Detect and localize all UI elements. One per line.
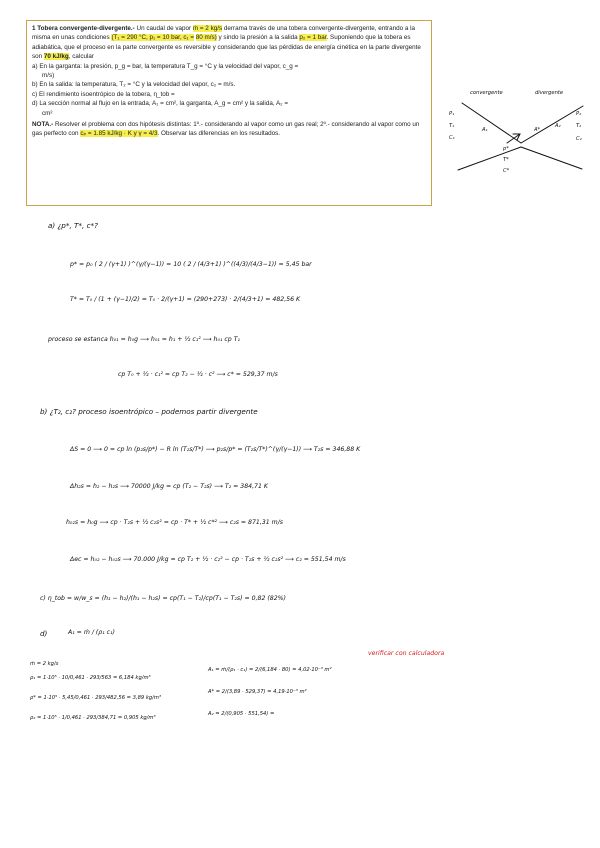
label-tstar: T* xyxy=(503,157,509,163)
nozzle-wall-lower-left xyxy=(458,147,521,170)
note-text-b: . Observar las diferencias en los resultados. xyxy=(157,130,281,138)
rho1-equation: ρ₁ = 1·10⁵ · 10/0,461 · 293/563 = 6,184 kg/m³ xyxy=(30,675,151,681)
area-formula: A₁ = ṁ / (ρ₁ c₁) xyxy=(68,629,115,636)
item-a-cont: m/s) xyxy=(42,72,55,80)
astar-equation: A* = 2/(3,89 · 529,37) = 4,19·10⁻³ m² xyxy=(208,689,307,695)
process-text: proceso se estanca h₀₁ = h₀g ⟶ h₀₁ = h₁ + ½ c₁² ⟶ h₀₁ cp T₁ xyxy=(48,336,240,343)
label-t1: T₁ xyxy=(449,123,455,129)
intro-text-b: derrama través de una tobera convergente-divergente, entrando a la misma en unas condiciones xyxy=(32,25,416,42)
a2-equation: A₂ = 2/(0,905 · 551,54) = xyxy=(208,711,275,717)
item-a-text: a) En la garganta: la presión, p_g = bar, la temperatura T_g = °C y la velocidad del vapor, c_g = xyxy=(32,62,299,70)
mass-flow-value: ṁ = 2 kg/s xyxy=(192,25,223,32)
outlet-pressure-value: p₂ = 1 bar xyxy=(299,34,327,42)
label-c1: C₁ xyxy=(449,135,455,141)
label-a2: A₂ xyxy=(555,123,561,129)
part-d-label: d) xyxy=(40,629,48,638)
enthalpy-loss-equation: Δh₂s = h₂ − h₂s ⟶ 70000 J/kg = cp (T₂ − T₂s) ⟶ T₂ = 384,71 K xyxy=(70,483,268,490)
label-p1: P₁ xyxy=(449,111,455,117)
rho2-equation: ρ₂ = 1·10⁵ · 1/0,461 · 293/384,71 = 0,905 kg/m³ xyxy=(30,715,156,721)
tstar-equation: T* = T₀ / (1 + (γ−1)/2) = T₀ · 2/(γ+1) = (290+273) · 2/(4/3+1) = 482,56 K xyxy=(70,296,301,303)
note-values: cₚ = 1.85 kJ/kg · K y γ = 4/3 xyxy=(80,130,158,138)
kinetic-energy-equation: Δec = h₀₂ − h₀₂s ⟶ 70.000 J/kg = cp T₂ + ½ · c₂² − cp · T₂s + ½ c₂s² ⟶ c₂ = 551,54 m/s xyxy=(70,556,346,563)
label-a1: A₁ xyxy=(482,127,488,133)
nozzle-wall-lower-right xyxy=(521,147,582,169)
intro-text-a: Un caudal de vapor xyxy=(136,25,192,32)
intro-text-c: y sindo la presión a la salida xyxy=(218,34,298,42)
item-b: b) En la salida: la temperatura, T₂ = °C y la velocidad del vapor, c₂ = m/s. xyxy=(32,81,236,89)
item-d-cont: cm² xyxy=(42,109,53,117)
part-c-equation: c) η_tob = w/w_s = (h₁ − h₂)/(h₁ − h₂s) = cp(T₁ − T₂)/cp(T₁ − T₂s) = 0,82 (82%) xyxy=(40,595,286,602)
mass-flow-note: ṁ = 2 kg/s xyxy=(30,661,59,667)
a1-equation: A₁ = ṁ/(ρ₁ · c₁) = 2/(6,184 · 80) = 4,02·10⁻³ m² xyxy=(208,667,332,673)
note-text-a: Resolver el problema con dos hipótesis distintas: 1º.- considerando al vapor como un gas real; 2º.- considerando al vapor como un gas perfecto con xyxy=(32,121,420,138)
label-astar: A* xyxy=(534,127,541,133)
cstar-equation: cp T₀ + ½ · c₁² = cp T₂ − ½ · c² ⟶ c* = 529,37 m/s xyxy=(118,371,278,378)
item-c: c) El rendimiento isoentrópico de la tobera, η_tob = xyxy=(32,90,175,98)
part-a-title: a) ¿p*, T*, c*? xyxy=(48,221,98,230)
intro-text-d: . Suponiendo que la tobera es adiabática, que el proceso en la parte convergente es reversible y considerando que las pérdidas de energía cinética en la parte divergente son xyxy=(32,34,421,61)
label-c2: C₂ xyxy=(576,136,582,142)
intro-text-e: , calcular xyxy=(68,53,94,61)
problem-title: Tobera convergente-divergente.- xyxy=(37,25,135,32)
item-d-text: d) La sección normal al flujo en la entrada, A₁ = cm², la garganta, A_g = cm² y la salida, A₂ = xyxy=(32,100,289,108)
label-cstar: C* xyxy=(503,168,510,174)
stagnation-equation: h₀₂s = h₀g ⟶ cp · T₂s + ½ c₂s² = cp · T* + ½ c*² ⟶ c₂s = 871,31 m/s xyxy=(66,519,284,526)
inlet-conditions-b: 80 m/s) xyxy=(195,34,217,42)
label-divergente: divergente xyxy=(535,90,564,96)
pstar-equation: p* = p₀ ( 2 / (γ+1) )^(γ/(γ−1)) = 10 ( 2 / (4/3+1) )^((4/3)/(4/3−1)) = 5,45 bar xyxy=(70,261,312,268)
problem-number: 1 xyxy=(32,25,36,32)
label-pstar: p* xyxy=(503,146,509,152)
rhostar-equation: ρ* = 1·10⁵ · 5,45/0,461 · 293/482,56 = 3,89 kg/m³ xyxy=(30,695,162,701)
part-b-title: b) ¿T₂, c₂? proceso isoentrópico – podemos partir divergente xyxy=(40,407,258,416)
inlet-conditions-a: (T₁ = 290 °C, p₁ = 10 bar, c₁ = xyxy=(111,34,195,42)
losses-value: 70 kJ/kg xyxy=(43,53,69,61)
label-t2: T₂ xyxy=(576,123,582,129)
note-label: NOTA.- xyxy=(32,121,54,129)
label-convergente: convergente xyxy=(470,90,503,96)
nozzle-wall-upper-right xyxy=(521,106,583,143)
label-p2: P₂ xyxy=(576,111,582,117)
red-verification-note: verificar con calculadora xyxy=(368,650,445,657)
entropy-equation: ΔS = 0 ⟶ 0 = cp ln (p₂s/p*) − R ln (T₂s/T*) ⟶ p₂s/p* = (T₂s/T*)^(γ/(γ−1)) ⟶ T₂s = 346,88 K xyxy=(70,446,361,453)
nozzle-wall-upper-left xyxy=(462,103,521,143)
